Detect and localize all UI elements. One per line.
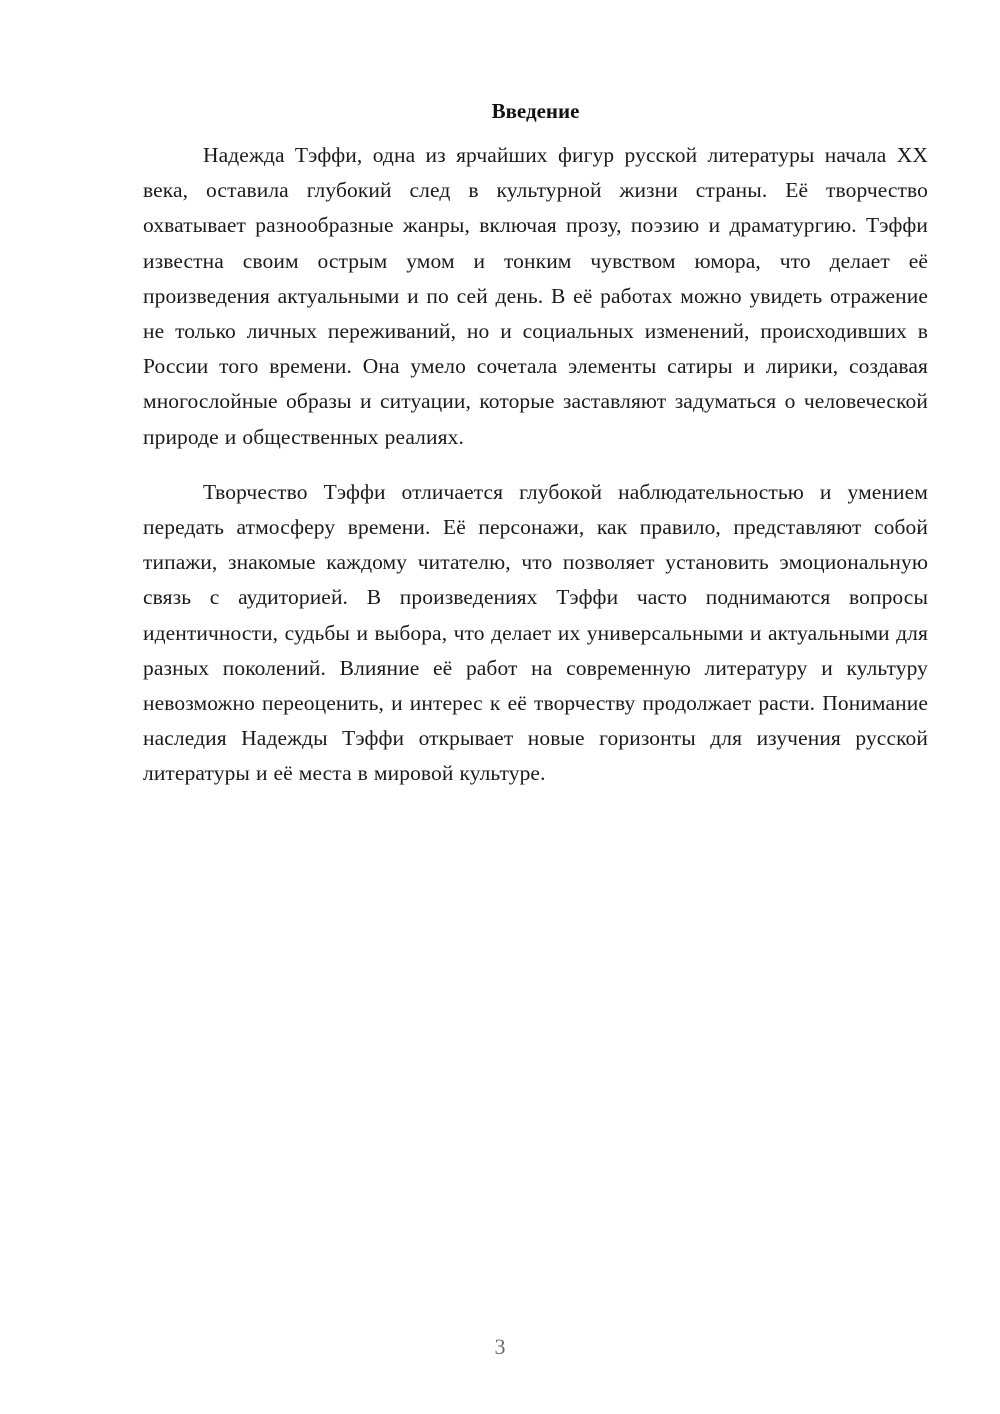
- paragraph-1: Надежда Тэффи, одна из ярчайших фигур русской литературы начала XX века, оставила глубокий след в культурной жизни страны. Её творчество охватывает разнообразные жанры, включая прозу, поэзию и драматургию. Тэффи известна своим острым умом и тонким чувством юмора, что делает её произведения актуальными и по сей день. В её работах можно увидеть отражение не только личных переживаний, но и социальных изменений, происходивших в России того времени. Она умело сочетала элементы сатиры и лирики, создавая многослойные образы и ситуации, которые заставляют задуматься о человеческой природе и общественных реалиях.: [143, 143, 928, 449]
- page-number: 3: [494, 1334, 506, 1359]
- page-body: [143, 96, 928, 792]
- paragraph-2: Творчество Тэффи отличается глубокой наблюдательностью и умением передать атмосферу времени. Её персонажи, как правило, представляют собой типажи, знакомые каждому читателю, что позволяет установить эмоциональную связь с аудиторией. В произведениях Тэффи часто поднимаются вопросы идентичности, судьбы и выбора, что делает их универсальными и актуальными для разных поколений. Влияние её работ на современную литературу и культуру невозможно переоценить, и интерес к её творчеству продолжает расти. Понимание наследия Надежды Тэффи открывает новые горизонты для изучения русской литературы и её места в мировой культуре.: [143, 479, 928, 786]
- section-title: Введение: [491, 99, 580, 123]
